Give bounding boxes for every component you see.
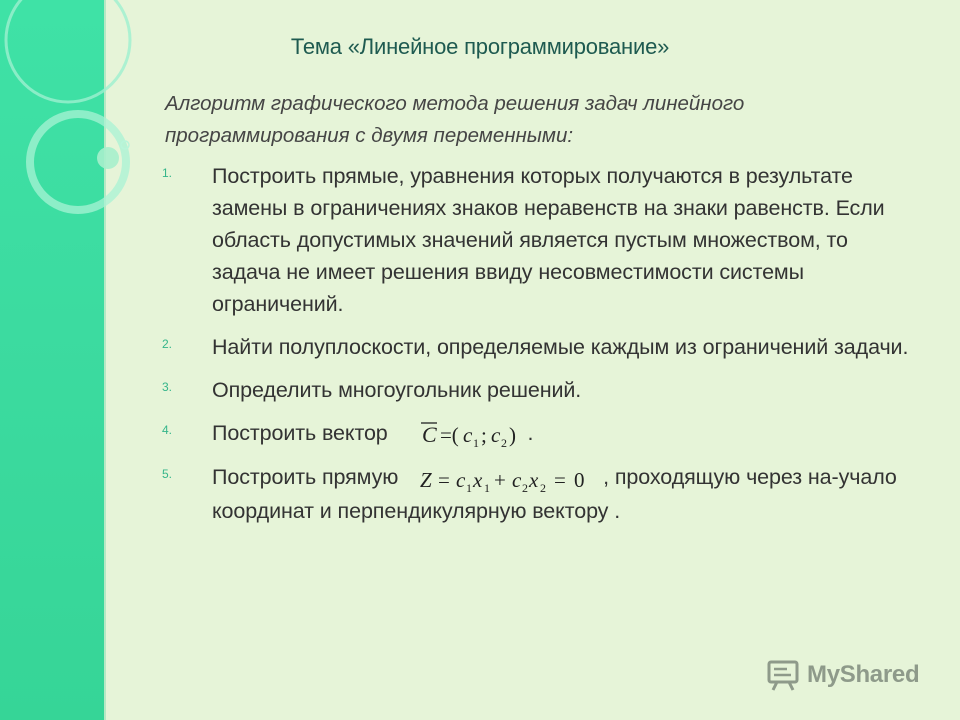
svg-text:;: ; (480, 423, 487, 448)
step-after: . (527, 421, 534, 445)
step-text: Построить прямую (212, 465, 399, 490)
vector-formula (418, 418, 528, 450)
svg-text:x: x (529, 467, 539, 492)
svg-text:=(: =( (439, 423, 459, 448)
svg-text:=: = (554, 467, 566, 492)
svg-text:c: c (456, 467, 466, 492)
step-item (162, 331, 922, 363)
svg-text:1: 1 (484, 480, 491, 495)
step-number: 3. (162, 380, 173, 394)
svg-text:): ) (508, 423, 516, 448)
step-text: Построить прямые, уравнения которых получаются в результате замены в ограничениях знаков неравенств на знаки равенств. Если область допустимых значений является пустым множеством, то задача не имеет решения ввиду несовместимости системы ограничений. (212, 164, 885, 316)
step-text: Найти полуплоскости, определяемые каждым из ограничений задачи. (212, 335, 909, 359)
step-item (162, 374, 922, 406)
steps-list (162, 160, 922, 538)
step-text: Определить многоугольник решений. (212, 378, 582, 402)
svg-text:c: c (512, 467, 522, 492)
svg-text:2: 2 (540, 480, 547, 495)
line-equation-formula (418, 463, 603, 495)
svg-text:2: 2 (522, 480, 529, 495)
step-number: 4. (162, 423, 173, 437)
svg-text:1: 1 (472, 436, 479, 451)
step-item (162, 461, 922, 526)
svg-text:x: x (473, 467, 483, 492)
watermark-text: MyShared (807, 661, 920, 688)
step-text: Построить вектор (212, 421, 388, 445)
svg-text:C: C (421, 422, 437, 448)
step-text-with-formula (212, 461, 922, 526)
step-number: 1. (162, 166, 173, 180)
algorithm-intro: Алгоритм графического метода решения задач линейного программирования с двумя переменными: (165, 92, 745, 147)
chalkboard-icon (767, 659, 801, 691)
svg-text:c: c (490, 423, 500, 448)
step-item (162, 160, 922, 320)
svg-text:Z: Z (420, 467, 432, 492)
mysshared-watermark (767, 656, 937, 694)
step-item (162, 417, 922, 450)
svg-text:2: 2 (500, 436, 507, 451)
step-after: , проходящую через на-учало координат и перпендикулярную вектору . (212, 465, 897, 523)
svg-text:1: 1 (466, 480, 473, 495)
slide-title: Тема «Линейное программирование» (290, 34, 670, 59)
svg-text:=: = (438, 467, 450, 492)
svg-text:0: 0 (574, 467, 585, 492)
svg-text:c: c (462, 423, 472, 448)
svg-text:+: + (494, 467, 506, 492)
step-number: 2. (162, 337, 173, 351)
step-number: 5. (162, 467, 173, 482)
decorative-circles-icon (0, 0, 160, 260)
step-text-with-formula (212, 417, 922, 450)
